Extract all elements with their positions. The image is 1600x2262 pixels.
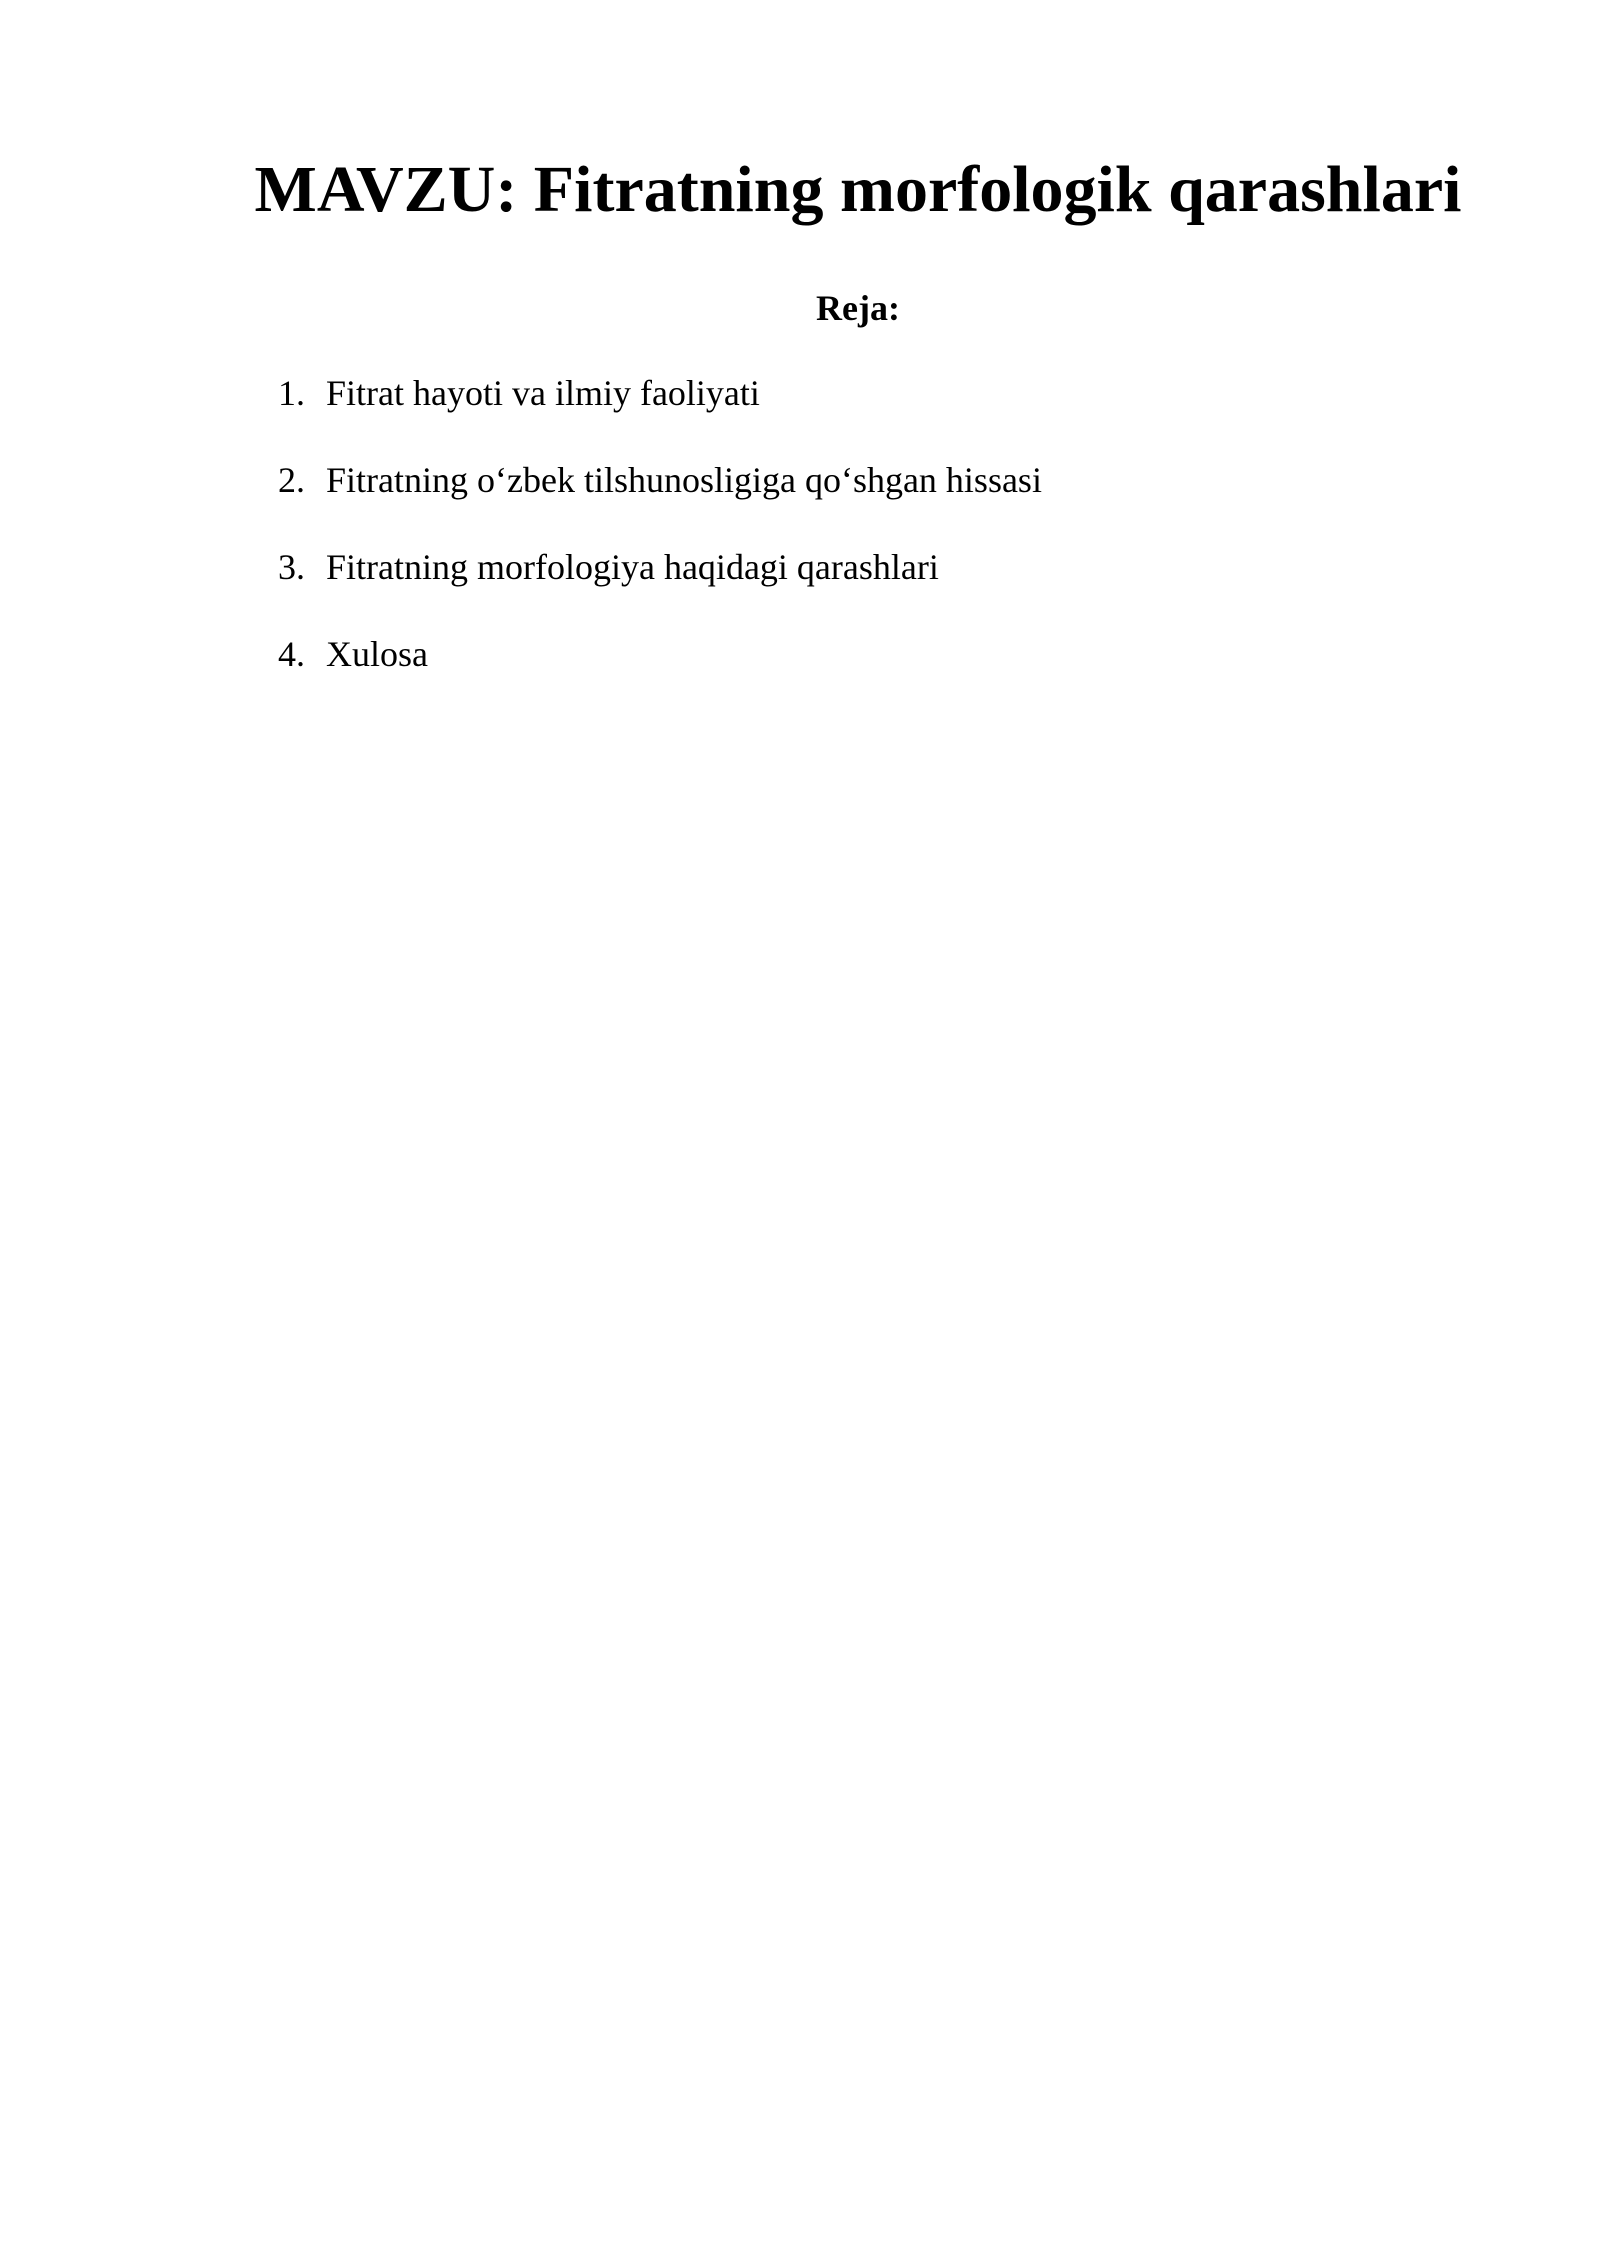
plan-item-number: 2. [278, 460, 305, 500]
plan-item-text: Fitratning morfologiya haqidagi qarashlari [326, 547, 939, 587]
plan-list-item [278, 632, 1042, 719]
plan-heading: Reja: [816, 288, 900, 328]
plan-item-number: 3. [278, 547, 305, 587]
plan-item-text: Fitratning o‘zbek tilshunosligiga qo‘shgan hissasi [326, 460, 1042, 500]
plan-item-number: 1. [278, 373, 305, 413]
plan-item-number: 4. [278, 634, 305, 674]
plan-list [278, 371, 1042, 719]
plan-item-text: Xulosa [326, 634, 428, 674]
plan-list-item [278, 371, 1042, 458]
plan-list-item [278, 458, 1042, 545]
document-title: MAVZU: Fitratning morfologik qarashlari [254, 153, 1462, 226]
plan-list-item [278, 545, 1042, 632]
plan-item-text: Fitrat hayoti va ilmiy faoliyati [326, 373, 760, 413]
